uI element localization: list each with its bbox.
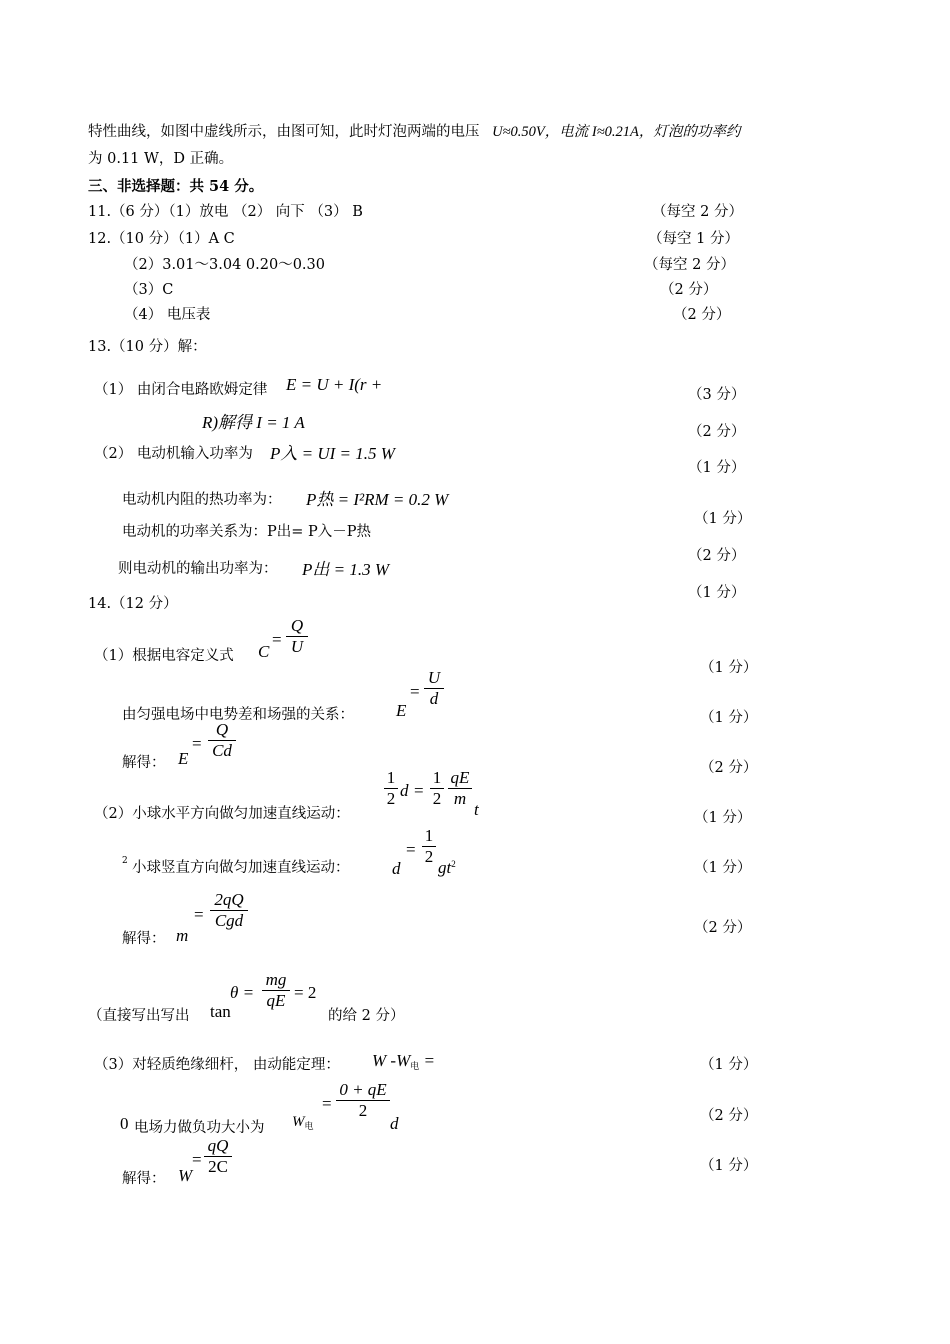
eq-capacitance-frac: $\frac{Q}{U}$	[286, 616, 308, 657]
eq-equals: =	[194, 905, 204, 924]
q14-score6: （2 分）	[694, 920, 752, 936]
q13-head: 13.（10 分）解：	[88, 339, 207, 355]
eq-equals: =	[322, 1094, 332, 1113]
eq-half-frac: $\frac{1}{2}$	[422, 826, 436, 867]
q13-score1: （3 分）	[688, 387, 746, 403]
eq-mass-frac: 2qQ Cgd	[210, 890, 248, 931]
q14-part8: （3）对轻质绝缘细杆， 由动能定理：	[94, 1057, 340, 1073]
q14-part2: 由匀强电场中电势差和场强的关系：	[122, 707, 354, 723]
eq-result-lhs: E	[178, 749, 189, 768]
q14-score10: （1 分）	[700, 1158, 758, 1174]
q14-score5: （1 分）	[694, 860, 752, 876]
q14-score1: （1 分）	[700, 660, 758, 676]
q13-score5: （1 分）	[688, 585, 746, 601]
q13-score2: （1 分）	[688, 460, 746, 476]
q14-score8: （1 分）	[700, 1057, 758, 1073]
eq-result-frac: $\frac{Q}{Cd}$	[208, 720, 236, 761]
q14-part6: 解得：	[122, 931, 166, 947]
eq-equals: =	[192, 1150, 202, 1169]
eq-work-d: d	[390, 1114, 399, 1133]
q13-part4: 电动机的功率关系为：P出= P入－P热	[122, 524, 372, 540]
eq-equals: =	[406, 840, 416, 859]
q13-eq2: P入 = UI = 1.5 W	[270, 444, 395, 463]
eq-work: W $-W_电$ =	[372, 1051, 435, 1071]
eq-gt2: $gt^2$	[438, 858, 456, 877]
eq-tan-result: = 2	[294, 983, 317, 1002]
q14-part10: 解得：	[122, 1171, 166, 1187]
q13-eq1b: R)解得 I = 1 A	[202, 413, 305, 432]
eq-equals: =	[192, 734, 202, 753]
q13-eq5: P出 = 1.3 W	[302, 560, 390, 579]
intro-values: U≈0.50V，电流 I≈0.21A，灯泡的功率约	[492, 124, 741, 140]
eq-final-lhs: W	[178, 1166, 193, 1185]
q14-part4: （2）小球水平方向做匀加速直线运动：	[94, 806, 350, 822]
q14-score9: （2 分）	[700, 1108, 758, 1124]
eq-time-t: t	[474, 800, 479, 819]
eq-half-frac: $\frac{1}{2}$	[384, 768, 398, 809]
q14-head: 14.（12 分）	[88, 596, 178, 612]
q14-score4: （1 分）	[694, 810, 752, 826]
eq-tan-frac: $\frac{mg}{qE}$	[262, 970, 290, 1011]
eq-work-e: $W_电$	[292, 1114, 314, 1131]
q14-note-c: 的给 2 分）	[328, 1008, 405, 1024]
q13-part3: 电动机内阻的热功率为：	[122, 492, 282, 508]
eq-equals: =	[414, 781, 424, 800]
q13-eq3: P热 = I²RM = 0.2 W	[306, 490, 449, 509]
q12-head: 12.（10 分）（1）A C	[88, 231, 235, 247]
q12-score4: （2 分）	[673, 307, 731, 323]
q14-part5: 小球竖直方向做匀加速直线运动：	[132, 860, 350, 876]
eq-equals: =	[272, 630, 282, 649]
q14-part1: （1）根据电容定义式	[94, 648, 234, 664]
eq-motion-d: d	[400, 781, 409, 800]
q13-part1: （1） 由闭合电路欧姆定律	[94, 382, 268, 398]
eq-equals: =	[410, 682, 420, 701]
eq-theta: θ =	[230, 983, 255, 1002]
superscript-2: 2	[122, 856, 128, 866]
q14-score2: （1 分）	[700, 710, 758, 726]
q12-score3: （2 分）	[660, 282, 718, 298]
q14-note-tan: tan	[210, 1002, 231, 1021]
q14-part9: 电场力做负功大小为	[134, 1120, 265, 1136]
q13-eq1: E = U + I(r +	[286, 375, 383, 394]
q12-part4: （4） 电压表	[124, 307, 211, 323]
q12-score1: （每空 1 分）	[648, 231, 739, 247]
q13-score1b: （2 分）	[688, 424, 746, 440]
q12-part2: （2）3.01～3.04 0.20～0.30	[124, 257, 325, 273]
q13-part2: （2） 电动机输入功率为	[94, 446, 253, 462]
eq-capacitance-lhs: C	[258, 642, 270, 661]
q14-score3: （2 分）	[700, 760, 758, 776]
q12-part3: （3）C	[124, 282, 174, 298]
eq-work-frac: $\frac{0 + qE}{2}$	[336, 1080, 390, 1121]
eq-field-lhs: E	[396, 701, 407, 720]
eq-zero: 0	[120, 1114, 129, 1133]
q13-score3: （1 分）	[694, 511, 752, 527]
q13-part5: 则电动机的输出功率为：	[118, 561, 278, 577]
q11-text: 11.（6 分）（1）放电 （2） 向下 （3） B	[88, 204, 363, 220]
q12-score2: （每空 2 分）	[644, 257, 735, 273]
eq-half-frac: $\frac{1}{2}$	[430, 768, 444, 809]
q13-score4: （2 分）	[688, 548, 746, 564]
eq-field-frac: $\frac{U}{d}$	[424, 668, 444, 709]
eq-accel-frac: $\frac{qE}{m}$	[448, 768, 472, 809]
intro-line2: 为 0.11 W，D 正确。	[88, 151, 234, 167]
intro-line1: 特性曲线，如图中虚线所示，由图可知，此时灯泡两端的电压 U≈0.50V，电流 I≈0.21A，灯泡的功率约	[88, 124, 741, 140]
q14-part3: 解得：	[122, 755, 166, 771]
section-heading: 三、非选择题：共 54 分。	[88, 178, 264, 195]
q11-score: （每空 2 分）	[652, 204, 743, 220]
eq-final-frac: $\frac{qQ}{2C}$	[204, 1136, 232, 1177]
eq-vert-d: d	[392, 859, 401, 878]
q14-note-a: （直接写出写出	[88, 1008, 190, 1024]
eq-mass-lhs: m	[176, 926, 189, 945]
